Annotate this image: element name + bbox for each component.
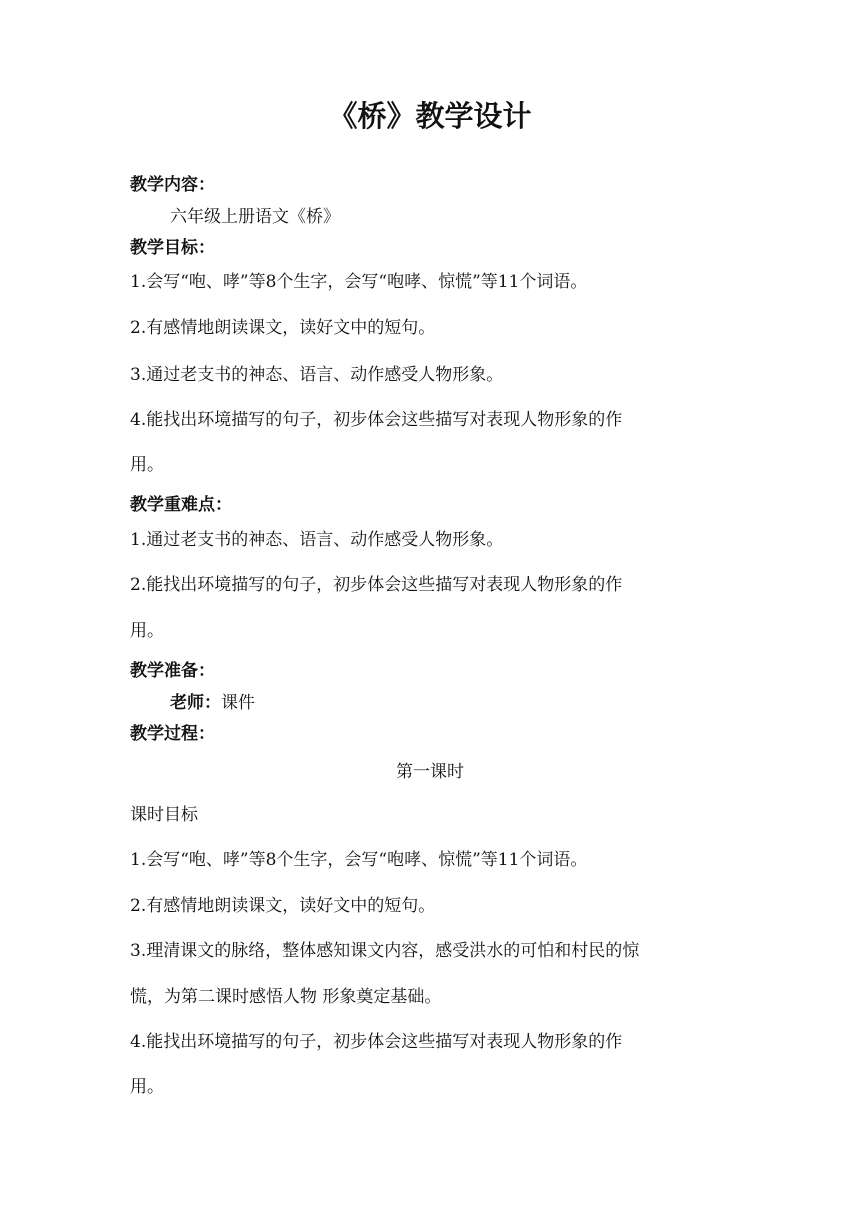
goal-item: 1.会写“咆、哮”等8个生字，会写“咆哮、惊慌”等11个词语。 (130, 272, 588, 292)
goal-item: 2.有感情地朗读课文，读好文中的短句。 (130, 318, 436, 338)
goal-item: 用。 (130, 455, 164, 475)
goal-item: 4.能找出环境描写的句子，初步体会这些描写对表现人物形象的作 (130, 410, 623, 430)
lesson-goals-label: 课时目标 (130, 805, 198, 825)
lesson-goal-item: 2.有感情地朗读课文，读好文中的短句。 (130, 896, 436, 916)
process-heading: 教学过程： (130, 724, 215, 744)
prep-heading: 教学准备： (130, 661, 215, 681)
lesson-goal-item: 3.理清课文的脉络，整体感知课文内容，感受洪水的可怕和村民的惊 (130, 941, 640, 961)
key-point-item: 用。 (130, 621, 164, 641)
document-title: 《桥》教学设计 (328, 99, 532, 133)
key-point-item: 2.能找出环境描写的句子，初步体会这些描写对表现人物形象的作 (130, 575, 623, 595)
lesson-goal-item: 慌，为第二课时感悟人物 形象奠定基础。 (130, 987, 442, 1007)
lesson-goal-item: 用。 (130, 1077, 164, 1097)
content-heading: 教学内容： (130, 175, 215, 195)
lesson-goal-item: 4.能找出环境描写的句子，初步体会这些描写对表现人物形象的作 (130, 1032, 623, 1052)
key-point-item: 1.通过老支书的神态、语言、动作感受人物形象。 (130, 530, 504, 550)
prep-line (170, 689, 255, 717)
goal-item: 3.通过老支书的神态、语言、动作感受人物形象。 (130, 365, 504, 385)
content-text: 六年级上册语文《桥》 (170, 207, 340, 227)
prep-value: 课件 (221, 693, 255, 713)
lesson-goal-item: 1.会写“咆、哮”等8个生字，会写“咆哮、惊慌”等11个词语。 (130, 850, 588, 870)
goals-heading: 教学目标： (130, 238, 215, 258)
lesson-title: 第一课时 (396, 762, 464, 782)
prep-label: 老师： (170, 693, 221, 713)
key-points-heading: 教学重难点： (130, 495, 232, 515)
